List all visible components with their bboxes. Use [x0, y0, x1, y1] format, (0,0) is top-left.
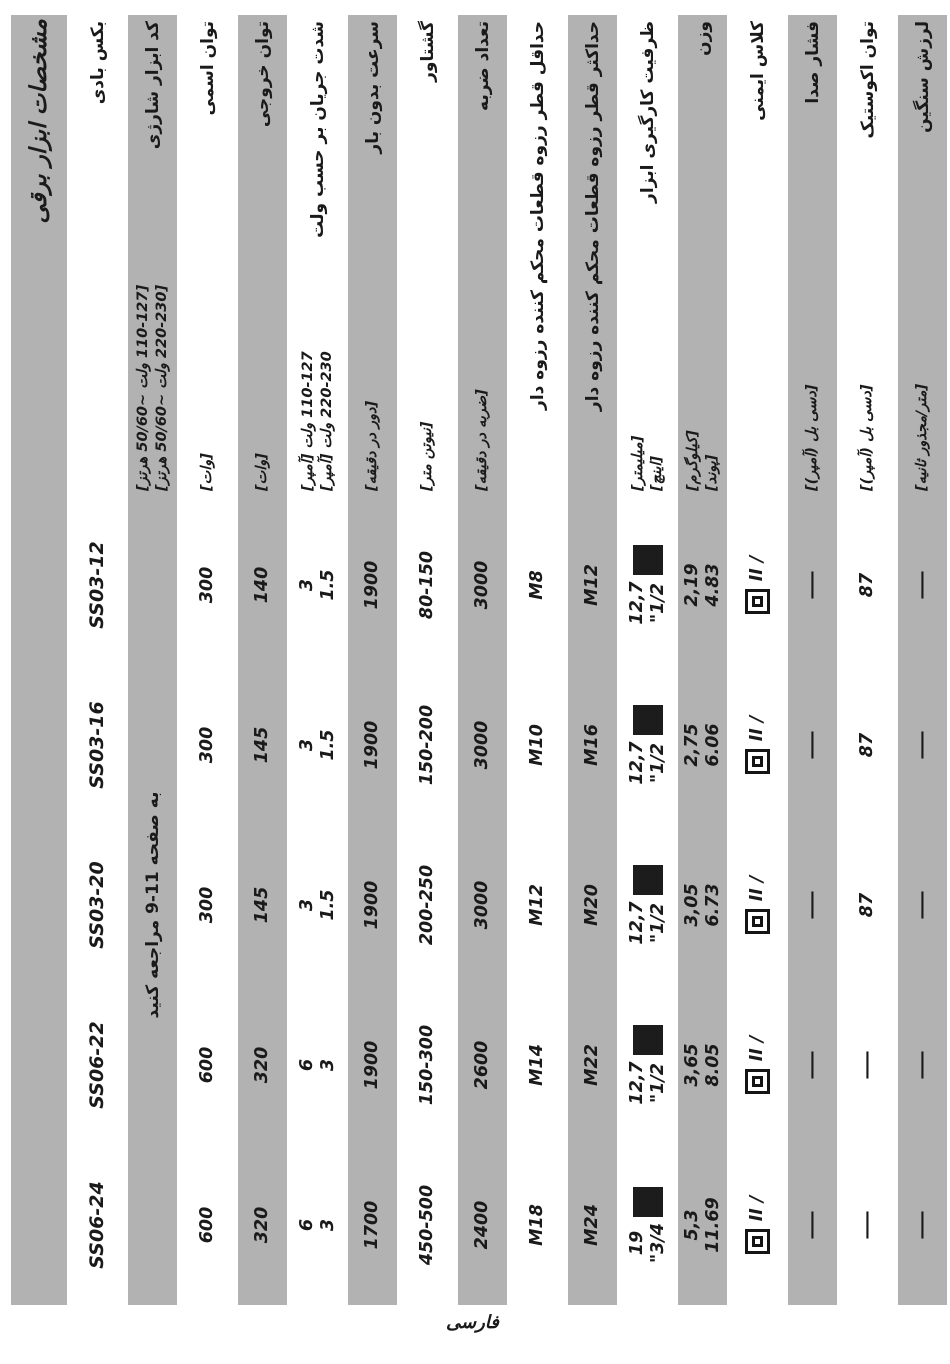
unit-cell: [684, 235, 720, 505]
safety-class-value: [745, 1145, 770, 1305]
table-row: [235, 15, 290, 1305]
value-cell: [627, 665, 667, 825]
value-line: 3: [297, 578, 318, 592]
value-cell: 200-250: [417, 864, 438, 946]
table-row: [345, 15, 400, 1305]
value-cell: M24: [582, 1204, 603, 1246]
value-line: 3,65: [682, 1043, 703, 1087]
dash-value: —: [904, 1050, 940, 1080]
value-cell: M12: [582, 564, 603, 606]
safety-class-text: / II: [747, 715, 768, 742]
value-cell: M12: [527, 884, 548, 926]
unit-line: [دسی بل (آمپر)]: [859, 384, 876, 491]
page-title: مشخصات ابزار برقی: [26, 19, 52, 224]
double-insulation-square-icon: [745, 1069, 770, 1094]
row-label: لرزش سنگین: [912, 21, 933, 133]
value-line: 1/2": [647, 903, 668, 943]
table-row: [840, 15, 895, 1305]
dash-value: —: [849, 1050, 885, 1080]
value-cell: M20: [582, 884, 603, 926]
value-cell: [745, 665, 770, 825]
filled-square-icon: [633, 705, 663, 735]
value-line: 12,7: [627, 581, 648, 625]
value-cell: M10: [527, 724, 548, 766]
value-cell: [297, 825, 337, 985]
double-insulation-square-icon: [745, 909, 770, 934]
value-cell: 2400: [472, 1200, 493, 1250]
value-line: 1/2": [647, 583, 668, 623]
filled-square-icon: [633, 1025, 663, 1055]
value-cell: [682, 985, 722, 1145]
table-row: [180, 15, 235, 1305]
value-cell: 320: [252, 1046, 273, 1084]
value-cell: [745, 1145, 770, 1305]
table-row: [400, 15, 455, 1305]
safety-class-value: [745, 825, 770, 985]
row-label: تعداد ضربه: [472, 21, 493, 111]
unit-cell: [473, 235, 491, 505]
capacity-value: [627, 825, 667, 985]
value-line: 1.5: [317, 889, 338, 921]
value-line: 3: [297, 898, 318, 912]
dash-value: —: [904, 1210, 940, 1240]
value-cell: [745, 505, 770, 665]
table-row: [290, 15, 345, 1305]
value-line: 1/2": [647, 1063, 668, 1103]
dash-value: —: [904, 890, 940, 920]
unit-cell: [198, 235, 216, 505]
table-row: [565, 15, 620, 1305]
value-cell: 300: [197, 566, 218, 604]
value-cell: 87: [857, 572, 878, 598]
unit-line: [متر/مجذور ثانیه]: [914, 383, 931, 491]
unit-line: [اینچ]: [648, 455, 665, 491]
value-cell: M14: [527, 1044, 548, 1086]
model-name: SS03-20: [85, 861, 108, 949]
value-line: 6.06: [702, 723, 723, 767]
value-cell: [297, 1145, 337, 1305]
safety-class-value: [745, 665, 770, 825]
model-name: SS03-16: [85, 701, 108, 789]
value-cell: 87: [857, 732, 878, 758]
table-row: [510, 15, 565, 1305]
value-cell: 3000: [472, 560, 493, 610]
value-cell: 1700: [362, 1200, 383, 1250]
value-line: 3/4": [647, 1223, 668, 1263]
value-line: 12,7: [627, 1061, 648, 1105]
dash-value: —: [794, 890, 830, 920]
safety-class-text: / II: [747, 1195, 768, 1222]
safety-class-value: [745, 505, 770, 665]
value-line: 3: [317, 1058, 338, 1072]
dash-value: —: [849, 1210, 885, 1240]
unit-line: [110-127 ولت ~50/60 هرتز]: [135, 284, 152, 491]
row-label: ظرفیت کارگیری ابزار: [637, 21, 658, 203]
value-cell: 300: [197, 726, 218, 764]
value-line: 3: [317, 1218, 338, 1232]
value-cell: 1900: [362, 560, 383, 610]
value-cell: 320: [252, 1206, 273, 1244]
capacity-numbers: [627, 741, 667, 784]
value-line: 8.05: [702, 1043, 723, 1087]
unit-line: [پوند]: [703, 454, 720, 491]
capacity-numbers: [627, 901, 667, 944]
unit-line: 220-230 ولت [آمپر]: [318, 351, 335, 491]
value-cell: 150-200: [417, 704, 438, 786]
table-row: [730, 15, 785, 1305]
value-cell: 2600: [472, 1040, 493, 1090]
value-cell: 87: [857, 892, 878, 918]
value-cell: M18: [527, 1204, 548, 1246]
row-label: حداکثر قطر رزوه قطعات محکم کننده رزوه دار: [582, 21, 603, 412]
value-cell: 1900: [362, 1040, 383, 1090]
row-label: شدت جریان بر حسب ولت: [307, 21, 328, 238]
filled-square-icon: [633, 545, 663, 575]
filled-square-icon: [633, 1187, 663, 1217]
table-row: [895, 15, 950, 1305]
capacity-numbers: [627, 1061, 667, 1104]
value-line: 12,7: [627, 741, 648, 785]
double-insulation-square-icon: [745, 589, 770, 614]
row-label: گشتاور: [417, 21, 438, 82]
row-label: توان اسمی: [197, 21, 218, 116]
value-cell: [297, 505, 337, 665]
dash-value: —: [794, 1210, 830, 1240]
row-label: حداقل قطر رزوه قطعات محکم کننده رزوه دار: [527, 21, 548, 410]
safety-class-text: / II: [747, 555, 768, 582]
value-line: 1.5: [317, 729, 338, 761]
value-cell: 80-150: [417, 550, 438, 620]
value-cell: 150-300: [417, 1024, 438, 1106]
dash-value: —: [794, 1050, 830, 1080]
value-line: 12,7: [627, 901, 648, 945]
value-cell: [297, 665, 337, 825]
value-cell: [297, 985, 337, 1145]
unit-line: [دور در دقیقه]: [364, 400, 381, 491]
model-name: SS06-24: [85, 1181, 108, 1269]
model-name: SS03-12: [85, 541, 108, 629]
value-line: 6: [297, 1218, 318, 1232]
row-label: توان اکوستیک: [857, 21, 878, 139]
value-cell: [682, 505, 722, 665]
unit-line: 110-127 ولت [آمپر]: [300, 351, 317, 491]
value-line: 2,19: [682, 563, 703, 607]
value-line: 6.73: [702, 883, 723, 927]
value-cell: 145: [252, 726, 273, 764]
row-label: فشار صدا: [802, 21, 823, 104]
value-line: 1/2": [647, 743, 668, 783]
safety-class-text: / II: [747, 1035, 768, 1062]
value-cell: 1900: [362, 720, 383, 770]
table-row: [620, 15, 675, 1305]
value-cell: [627, 1145, 667, 1305]
reference-note: به صفحه 11-9 مراجعه کنید: [142, 791, 163, 1019]
unit-cell: [134, 235, 170, 505]
row-label: وزن: [692, 21, 713, 56]
value-cell: [627, 985, 667, 1145]
value-cell: [682, 665, 722, 825]
unit-line: [ضربه در دقیقه]: [474, 389, 491, 491]
value-line: 6: [297, 1058, 318, 1072]
capacity-value: [627, 505, 667, 665]
row-label: کد ابزار شارژی: [142, 21, 163, 150]
capacity-numbers: [627, 1223, 667, 1263]
unit-cell: [253, 235, 271, 505]
safety-class-value: [745, 985, 770, 1145]
value-cell: M8: [527, 570, 548, 600]
capacity-value: [627, 665, 667, 825]
value-cell: [627, 825, 667, 985]
table-row: [455, 15, 510, 1305]
value-cell: M16: [582, 724, 603, 766]
unit-cell: [858, 235, 876, 505]
value-cell: [627, 505, 667, 665]
row-label: بکس بادی: [87, 21, 108, 105]
value-cell: 140: [252, 566, 273, 604]
row-label: توان خروجی: [252, 21, 273, 128]
value-cell: 600: [197, 1046, 218, 1084]
unit-cell: [363, 235, 381, 505]
capacity-value: [627, 1145, 667, 1305]
capacity-value: [627, 985, 667, 1145]
unit-line: [میلیمتر]: [630, 435, 647, 491]
row-label: سرعت بدون بار: [362, 21, 383, 154]
row-label: کلاس ایمنی: [747, 21, 768, 121]
value-cell: 600: [197, 1206, 218, 1244]
unit-line: [220-230 ولت ~50/60 هرتز]: [153, 284, 170, 491]
value-cell: 1900: [362, 880, 383, 930]
value-cell: 145: [252, 886, 273, 924]
code-row: [125, 15, 180, 1305]
unit-line: [دسی بل (آمپر)]: [804, 384, 821, 491]
dash-value: —: [904, 570, 940, 600]
dash-value: —: [794, 570, 830, 600]
value-line: 19: [627, 1230, 648, 1256]
value-cell: 3000: [472, 720, 493, 770]
unit-cell: [299, 235, 335, 505]
value-line: 11.69: [702, 1197, 723, 1253]
value-line: 3,05: [682, 883, 703, 927]
model-header-row: [70, 15, 125, 1305]
value-line: 5,3: [682, 1209, 703, 1241]
value-line: 3: [297, 738, 318, 752]
filled-square-icon: [633, 865, 663, 895]
dash-value: —: [904, 730, 940, 760]
model-name: SS06-22: [85, 1021, 108, 1109]
value-cell: [682, 825, 722, 985]
value-cell: 300: [197, 886, 218, 924]
value-cell: [682, 1145, 722, 1305]
value-cell: 450-500: [417, 1184, 438, 1266]
table-body: [70, 15, 950, 1305]
unit-cell: [629, 235, 665, 505]
safety-class-text: / II: [747, 875, 768, 902]
value-cell: [745, 825, 770, 985]
unit-cell: [913, 235, 931, 505]
value-cell: [745, 985, 770, 1145]
unit-cell: [803, 235, 821, 505]
capacity-numbers: [627, 581, 667, 624]
value-cell: 3000: [472, 880, 493, 930]
title-row: [8, 15, 70, 1305]
table-row: [675, 15, 730, 1305]
value-line: 2,75: [682, 723, 703, 767]
dash-value: —: [794, 730, 830, 760]
language-footer: فارسی: [446, 1312, 499, 1333]
unit-line: [وات]: [254, 453, 271, 491]
double-insulation-square-icon: [745, 1229, 770, 1254]
unit-cell: [418, 235, 436, 505]
value-line: 1.5: [317, 569, 338, 601]
table-row: [785, 15, 840, 1305]
value-cell: M22: [582, 1044, 603, 1086]
unit-line: [کیلوگرم]: [685, 430, 702, 491]
value-line: 4.83: [702, 563, 723, 607]
double-insulation-square-icon: [745, 749, 770, 774]
unit-line: [نیوتن متر]: [419, 421, 436, 491]
unit-line: [وات]: [199, 453, 216, 491]
